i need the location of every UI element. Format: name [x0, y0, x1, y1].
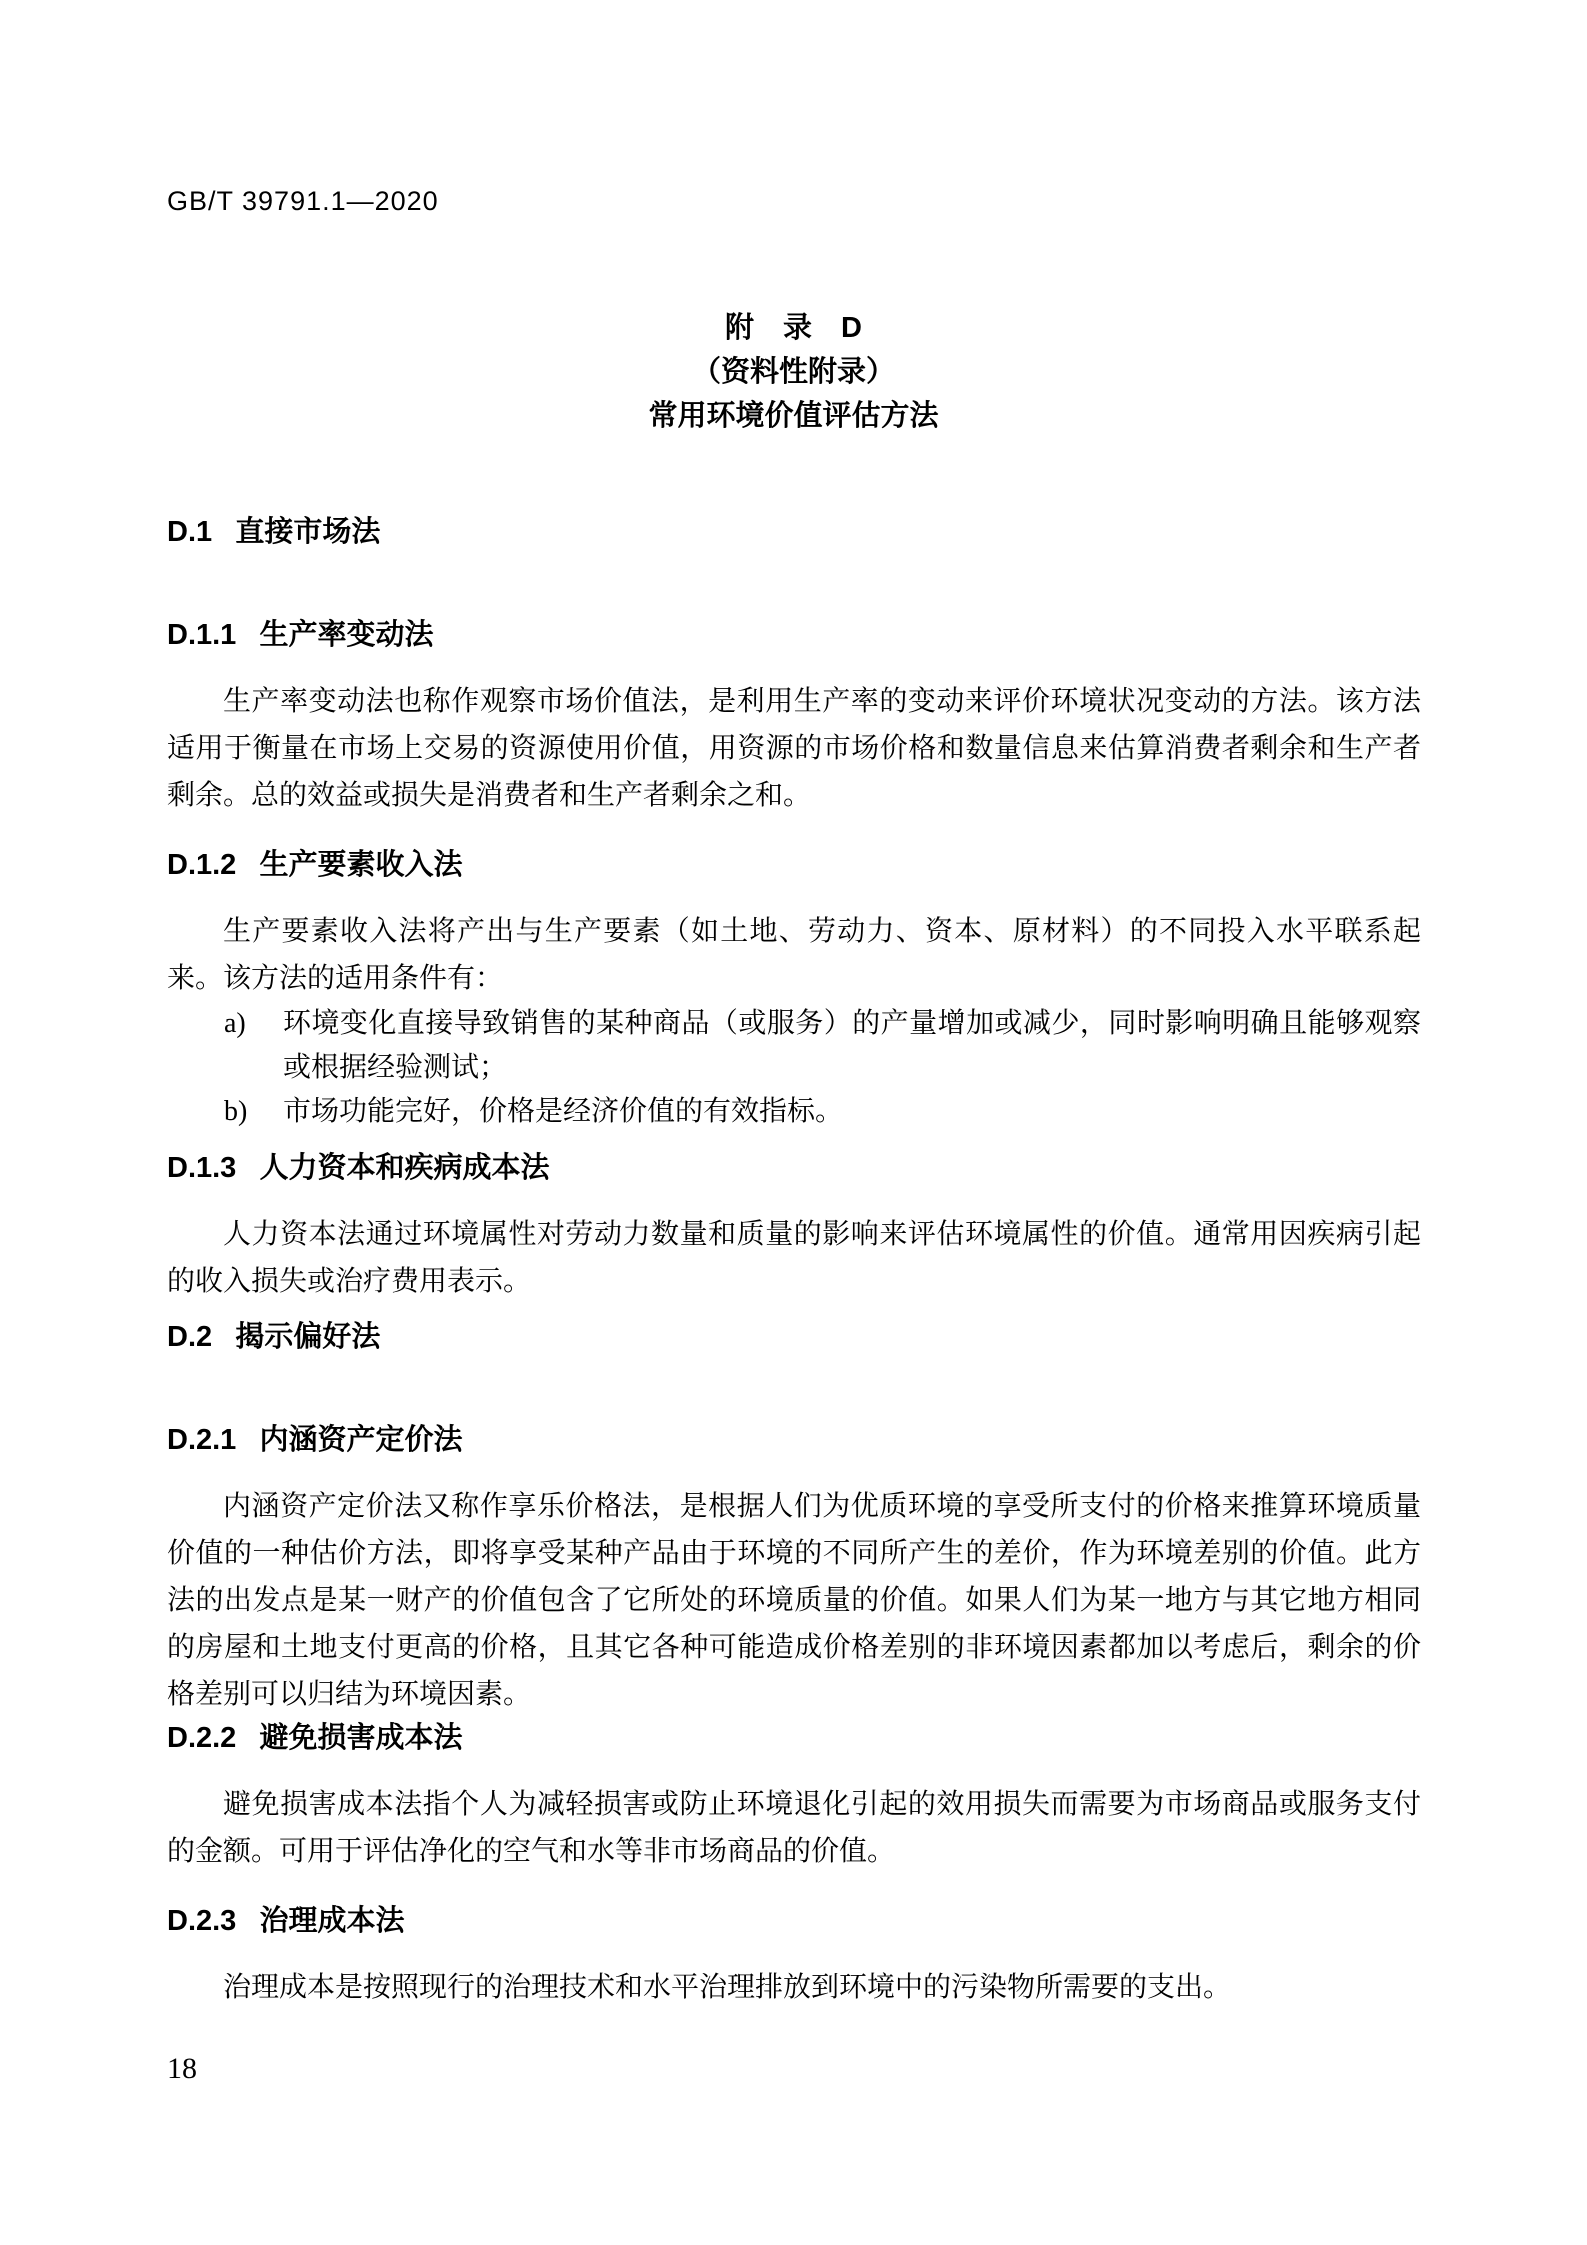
section-title: 内涵资产定价法	[259, 1424, 463, 1456]
section-number: D.2.3	[167, 1905, 237, 1937]
paragraph-d1-1: 生产率变动法也称作观察市场价值法，是利用生产率的变动来评价环境状况变动的方法。该方法适用于衡量在市场上交易的资源使用价值，用资源的市场价格和数量信息来估算消费者剩余和生产者剩余。总的效益或损失是消费者和生产者剩余之和。	[167, 686, 1421, 811]
section-title: 生产要素收入法	[259, 849, 463, 881]
list-item-label: a)	[224, 1008, 246, 1039]
list-item-text: 市场功能完好，价格是经济价值的有效指标。	[283, 1096, 844, 1127]
section-heading-d2-3	[167, 1901, 1421, 1942]
appendix-subject-title: 常用环境价值评估方法	[648, 400, 939, 432]
list-item-label: b)	[224, 1096, 248, 1127]
appendix-title-block	[0, 306, 1587, 438]
paragraph-d1-3: 人力资本法通过环境属性对劳动力数量和质量的影响来评估环境属性的价值。通常用因疾病引起的收入损失或治疗费用表示。	[167, 1219, 1421, 1297]
section-heading-d1-1	[167, 615, 1421, 656]
section-heading-d1	[167, 512, 1421, 553]
section-number: D.2	[167, 1321, 213, 1353]
section-number: D.1	[167, 516, 213, 548]
standard-number-header: GB/T 39791.1—2020	[167, 186, 439, 216]
section-heading-d2	[167, 1317, 1421, 1358]
section-heading-d2-2	[167, 1718, 1421, 1759]
paragraph-d2-1: 内涵资产定价法又称作享乐价格法，是根据人们为优质环境的享受所支付的价格来推算环境质量价值的一种估价方法，即将享受某种产品由于环境的不同所产生的差价，作为环境差别的价值。此方法的出发点是某一财产的价值包含了它所处的环境质量的价值。如果人们为某一地方与其它地方相同的房屋和土地支付更高的价格，且其它各种可能造成价格差别的非环境因素都加以考虑后，剩余的价格差别可以归结为环境因素。	[167, 1491, 1421, 1710]
section-title: 人力资本和疾病成本法	[259, 1152, 550, 1184]
section-number: D.2.2	[167, 1722, 237, 1754]
page-number: 18	[167, 2052, 197, 2085]
section-title: 生产率变动法	[259, 619, 434, 651]
paragraph-d2-3: 治理成本是按照现行的治理技术和水平治理排放到环境中的污染物所需要的支出。	[223, 1972, 1232, 2003]
section-number: D.1.1	[167, 619, 237, 651]
list-item-b	[167, 1090, 1421, 1134]
list-item-a	[167, 1002, 1421, 1090]
appendix-type-label: （资料性附录）	[691, 356, 895, 388]
section-title: 治理成本法	[259, 1905, 405, 1937]
section-heading-d1-2	[167, 845, 1421, 886]
appendix-title: 附 录 D	[725, 312, 862, 344]
paragraph-d2-2: 避免损害成本法指个人为减轻损害或防止环境退化引起的效用损失而需要为市场商品或服务支付的金额。可用于评估净化的空气和水等非市场商品的价值。	[167, 1789, 1421, 1867]
paragraph-d1-2: 生产要素收入法将产出与生产要素（如土地、劳动力、资本、原材料）的不同投入水平联系起来。该方法的适用条件有：	[167, 916, 1421, 994]
section-number: D.1.2	[167, 849, 237, 881]
section-heading-d2-1	[167, 1420, 1421, 1461]
condition-list	[167, 1002, 1421, 1134]
section-title: 揭示偏好法	[235, 1321, 381, 1353]
section-title: 避免损害成本法	[259, 1722, 463, 1754]
section-title: 直接市场法	[235, 516, 381, 548]
section-number: D.2.1	[167, 1424, 237, 1456]
section-heading-d1-3	[167, 1148, 1421, 1189]
document-body	[167, 512, 1421, 2011]
list-item-text: 环境变化直接导致销售的某种商品（或服务）的产量增加或减少，同时影响明确且能够观察或根据经验测试；	[283, 1008, 1421, 1083]
section-number: D.1.3	[167, 1152, 237, 1184]
